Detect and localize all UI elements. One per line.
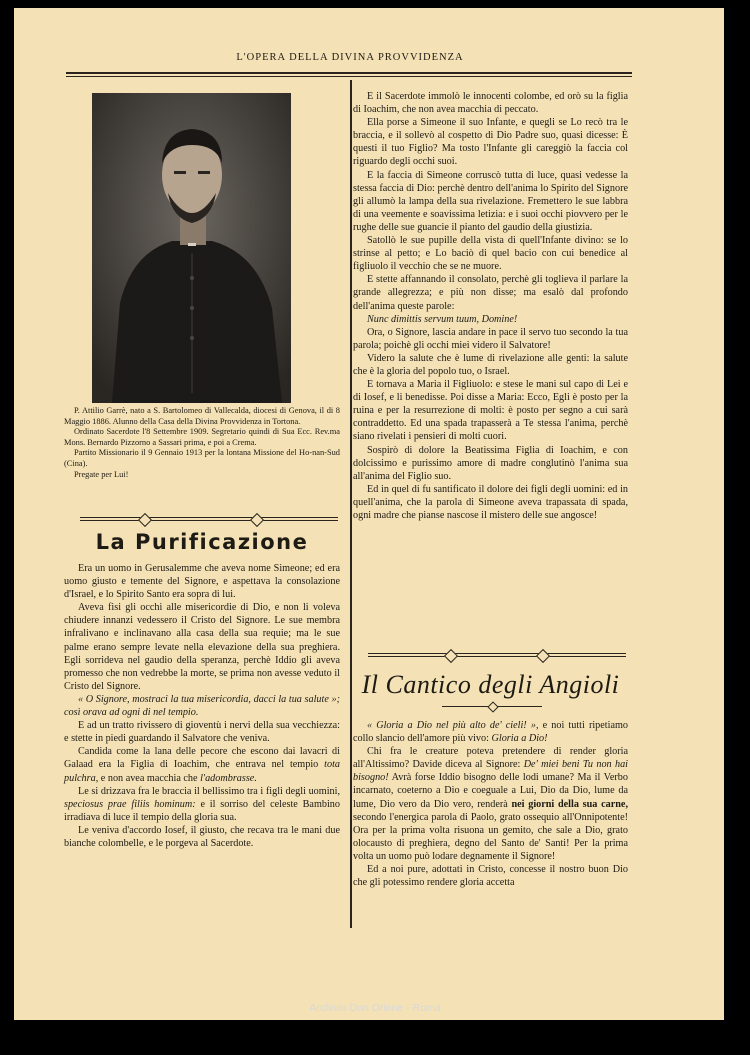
paragraph: E ad un tratto rivissero di gioventù i nervi della sua vecchiezza: e stette in piedi guardando il Salvatore che veniva. bbox=[64, 720, 340, 745]
paragraph: Era un uomo in Gerusalemme che aveva nome Simeone; ed era uomo giusto e temente del Signore, e aspettava la consolazione d'Israel, e lo Spirito Santo era sopra di lui. bbox=[64, 563, 340, 601]
paragraph: Candida come la lana delle pecore che escono dai lavacri di Galaad era la Figlia di Ioachim, che entrava nel tempio tota pulchra, e non avea macchia che l'adombrasse. bbox=[64, 746, 340, 784]
paragraph: E tornava a Maria il Figliuolo: e stese le mani sul capo di Lei e di Iosef, e li benedisse. Poi disse a Maria: Ecco, Egli è posto per la ruina e per la resurrezione di molti: è posto per segno a cui sarà contraddetto. Ed una spada trapasserà a Te stessa l'anima, perchè siano rivelati i pensieri di molti cuori. bbox=[353, 379, 628, 443]
right-column-text bbox=[353, 90, 628, 522]
photo-caption bbox=[64, 406, 340, 480]
caption-line: Partito Missionario il 9 Gennaio 1913 per la lontana Missione del Ho-nan-Sud (Cina). bbox=[64, 448, 340, 468]
paragraph: E stette affannando il consolato, perchè gli toglieva il parlare la grande allegrezza; e più non disse; ma esalò dal profondo dell'anima queste parole: bbox=[353, 274, 628, 312]
portrait-photo bbox=[92, 93, 291, 403]
paragraph: Sospirò di dolore la Beatissima Figlia di Ioachim, e con dolcissimo e purissimo amore di madre conglutinò l'anima sua all'anima del Figlio suo. bbox=[353, 444, 628, 482]
archive-footer: Archivio Don Orione - Roma bbox=[309, 1002, 441, 1014]
paragraph: Ella porse a Simeone il suo Infante, e quegli se Lo recò tra le braccia, e il sollevò al cospetto di Dio Padre suo, quasi dicesse: È questi il tuo Figlio? Ma tosto l'Infante gli careggiò la faccia col riguardo degli occhi suoi. bbox=[353, 117, 628, 168]
header-rule bbox=[66, 72, 632, 74]
left-column-text bbox=[64, 562, 340, 850]
quote-text: « O Signore, mostraci la tua misericordia, dacci la tua salute »; così orava ad ogni di nel tempio. bbox=[64, 693, 340, 719]
article-title-purificazione: La Purificazione bbox=[95, 530, 309, 554]
caption-line: P. Attilio Garrè, nato a S. Bartolomeo di Vallecalda, diocesi di Genova, il di 8 Maggio 1886. Alunno della Casa della Divina Provvidenza in Tortona. bbox=[64, 406, 340, 426]
paragraph: Aveva fisi gli occhi alle misericordie di Dio, e non li voleva chiudere innanzi vedessero il Cristo del Signore. Le sue membra infralivano e inclinavano alla casa della sua requie; ma le sue palme erano sempre levate nella elevazione della sua preghiera. Egli sorrideva nel gaudio della speranza, perchè Iddio gli aveva promesso che non vedrebbe la morte, se prima non avesse veduto il Cristo del Signore. bbox=[64, 602, 340, 692]
ornament-divider bbox=[368, 651, 626, 659]
caption-line: Pregate per Lui! bbox=[74, 469, 129, 479]
paragraph: Ora, o Signore, lascia andare in pace il servo tuo secondo la tua parola; poichè gli occhi miei videro il Salvatore! bbox=[353, 326, 628, 351]
paragraph: E la faccia di Simeone corruscò tutta di luce, quasi vedesse la stessa faccia di Dio: perchè dentro dell'anima lo Spirito del Signore gli allumò la lampa della sua rivelazione. Fremettero le sue labbra di una veemente e soavissima letizia: e i suoi occhi piovvero per le rughe delle sue guancie il pianto del gaudio della giustizia. bbox=[353, 169, 628, 233]
latin-phrase: Nunc dimittis servum tuum, Domine! bbox=[367, 313, 518, 325]
paragraph: Ed a noi pure, adottati in Cristo, concesse il nostro buon Dio che gli potessimo rendere gloria accetta bbox=[353, 864, 628, 889]
header-rule-thin bbox=[66, 76, 632, 77]
paragraph: Le veniva d'accordo Iosef, il giusto, che recava tra le mani due bianche colombelle, e le porgeva al Sacerdote. bbox=[64, 824, 340, 849]
paragraph: « Gloria a Dio nel più alto de' cieli! », e noi tutti ripetiamo collo slancio dell'amore più vivo: Gloria a Dio! bbox=[353, 720, 628, 745]
paragraph: Chi fra le creature poteva pretendere di render gloria all'Altissimo? Davide diceva al Signore: De' miei beni Tu non hai bisogno! Avrà forse Iddio bisogno delle lodi umane? Ma il Verbo incarnato, coeterno a Dio e coeguale a Lui, Dio da Dio, lume da lume, Dio vero da Dio vero, renderà nei giorni della sua carne, secondo l'energica parola di Paolo, grato ossequio all'Onnipotente! Ora per la prima volta risuona un gemito, che sale a Dio, grato olocausto di preghiera, degno del Santo de' Santi! Per la prima volta un uomo può lodare degnamente il Signore! bbox=[353, 746, 628, 862]
page-header: L'OPERA DELLA DIVINA PROVVIDENZA bbox=[236, 52, 464, 63]
title-ornament bbox=[442, 703, 542, 711]
paragraph: Satollò le sue pupille della vista di quell'Infante divino: se lo strinse al petto; e Lo baciò di quel bacio con cui benedice al figliuolo il vecchio che se ne muore. bbox=[353, 235, 628, 273]
right-column-article2 bbox=[353, 719, 628, 889]
paragraph-quote bbox=[64, 693, 340, 719]
paragraph: Videro la salute che è lume di rivelazione alle genti: la salute che è la gloria del popolo tuo, o Israel. bbox=[353, 352, 628, 377]
column-divider bbox=[350, 80, 352, 928]
paragraph: Ed in quel di fu santificato il dolore dei figli degli uomini: ed in quell'anima, che la parola di Simeone aveva trapassata di spada, ogni madre che pianse nascose il mistero delle sue angosce! bbox=[353, 483, 628, 521]
article-title-cantico: Il Cantico degli Angioli bbox=[361, 670, 620, 699]
paragraph: Le si drizzava fra le braccia il bellissimo tra i figli degli uomini, speciosus prae filiis hominum: e il sorriso del celeste Bambino irradiava di luce il tempio della gloria sua. bbox=[64, 785, 340, 823]
ornament-divider bbox=[80, 515, 338, 523]
paragraph: E il Sacerdote immolò le innocenti colombe, ed orò su la figlia di Ioachim, che non avea macchia di peccato. bbox=[353, 91, 628, 116]
caption-line: Ordinato Sacerdote l'8 Settembre 1909. Segretario quindi di Sua Ecc. Rev.ma Mons. Bernardo Pizzorno a Sassari prima, e poi a Crema. bbox=[64, 427, 340, 447]
